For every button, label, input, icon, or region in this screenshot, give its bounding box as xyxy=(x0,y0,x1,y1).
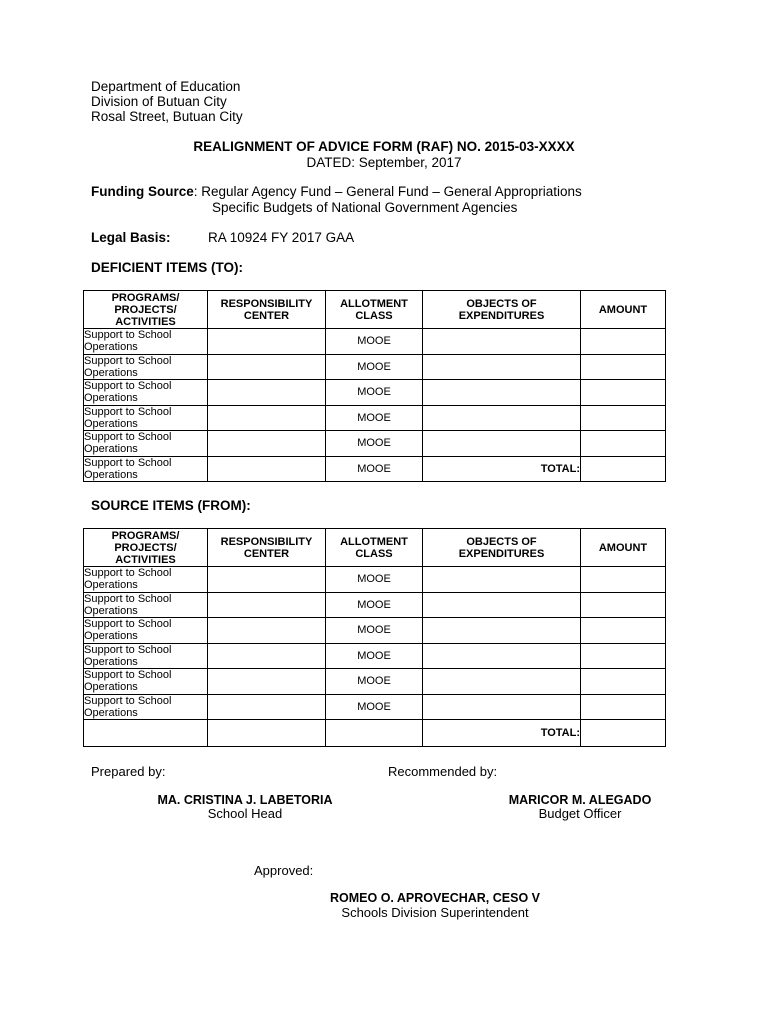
allotment-class-cell: MOOE xyxy=(326,380,423,406)
prepared-by-label: Prepared by: xyxy=(91,764,166,779)
col-allotment-line-2: CLASS xyxy=(355,309,393,322)
col-programs-line-1: PROGRAMS/ xyxy=(111,529,180,542)
approved-by-role: Schools Division Superintendent xyxy=(341,905,529,920)
table-header-row xyxy=(84,529,666,567)
prepared-by-name: MA. CRISTINA J. LABETORIA xyxy=(157,793,333,807)
col-allotment-line-2: CLASS xyxy=(355,547,393,560)
col-programs-line-3: ACTIVITIES xyxy=(115,553,176,566)
program-cell xyxy=(84,329,208,355)
program-line: Support to School xyxy=(84,694,172,707)
form-date: DATED: September, 2017 xyxy=(306,155,462,170)
recommended-by-name: MARICOR M. ALEGADO xyxy=(508,793,652,807)
total-label: TOTAL: xyxy=(423,720,581,747)
allotment-class-cell: MOOE xyxy=(326,618,423,644)
objects-cell[interactable] xyxy=(423,405,581,431)
amount-cell[interactable] xyxy=(581,643,666,669)
total-label: TOTAL: xyxy=(423,456,581,482)
amount-cell[interactable] xyxy=(581,694,666,720)
amount-cell[interactable] xyxy=(581,592,666,618)
table-row xyxy=(84,618,666,644)
responsibility-cell[interactable] xyxy=(208,405,326,431)
legal-basis-value: RA 10924 FY 2017 GAA xyxy=(208,230,355,245)
col-allotment-line-1: ALLOTMENT xyxy=(340,297,408,310)
col-programs-line-3: ACTIVITIES xyxy=(115,315,176,328)
amount-cell[interactable] xyxy=(581,380,666,406)
responsibility-cell[interactable] xyxy=(208,618,326,644)
objects-cell[interactable] xyxy=(423,694,581,720)
amount-cell[interactable] xyxy=(581,618,666,644)
table-row xyxy=(84,456,666,482)
col-amount: AMOUNT xyxy=(581,291,666,329)
col-responsibility-line-1: RESPONSIBILITY xyxy=(220,535,313,548)
table-row xyxy=(84,354,666,380)
col-responsibility-line-1: RESPONSIBILITY xyxy=(220,297,313,310)
total-row xyxy=(84,720,666,747)
allotment-class-cell: MOOE xyxy=(326,592,423,618)
responsibility-cell[interactable] xyxy=(208,354,326,380)
objects-cell[interactable] xyxy=(423,354,581,380)
amount-cell[interactable] xyxy=(581,567,666,593)
recommended-by-label: Recommended by: xyxy=(388,764,498,779)
table-row xyxy=(84,567,666,593)
col-programs xyxy=(84,529,208,567)
allotment-class-cell: MOOE xyxy=(326,694,423,720)
col-responsibility-line-2: CENTER xyxy=(243,547,290,560)
col-allotment-line-1: ALLOTMENT xyxy=(340,535,408,548)
col-objects-line-1: OBJECTS OF xyxy=(466,297,537,310)
program-cell xyxy=(84,643,208,669)
program-line: Operations xyxy=(84,681,138,694)
total-amount-cell[interactable] xyxy=(581,720,666,747)
legal-basis-label: Legal Basis: xyxy=(91,230,171,245)
col-programs xyxy=(84,291,208,329)
allotment-class-cell: MOOE xyxy=(326,643,423,669)
prepared-by-role: School Head xyxy=(207,806,283,821)
col-responsibility xyxy=(208,291,326,329)
amount-cell[interactable] xyxy=(581,431,666,457)
objects-cell[interactable] xyxy=(423,431,581,457)
responsibility-cell[interactable] xyxy=(208,567,326,593)
amount-cell[interactable] xyxy=(581,329,666,355)
col-allotment xyxy=(326,291,423,329)
objects-cell[interactable] xyxy=(423,329,581,355)
program-line: Support to School xyxy=(84,354,172,367)
program-cell[interactable] xyxy=(84,720,208,747)
responsibility-cell[interactable] xyxy=(208,694,326,720)
allotment-class-cell: MOOE xyxy=(326,669,423,695)
program-line: Support to School xyxy=(84,329,172,342)
col-programs-line-1: PROGRAMS/ xyxy=(111,291,180,304)
program-cell xyxy=(84,618,208,644)
allotment-class-cell: MOOE xyxy=(326,567,423,593)
program-line: Operations xyxy=(84,579,138,592)
responsibility-cell[interactable] xyxy=(208,669,326,695)
program-cell xyxy=(84,405,208,431)
amount-cell[interactable] xyxy=(581,405,666,431)
table-row xyxy=(84,431,666,457)
recommended-by-role: Budget Officer xyxy=(538,806,622,821)
program-line: Operations xyxy=(84,392,138,405)
table-row xyxy=(84,669,666,695)
program-line: Support to School xyxy=(84,456,172,469)
deficient-items-heading: DEFICIENT ITEMS (TO): xyxy=(91,260,243,275)
objects-cell[interactable] xyxy=(423,592,581,618)
allotment-class-cell: MOOE xyxy=(326,354,423,380)
col-responsibility-line-2: CENTER xyxy=(243,309,290,322)
program-line: Support to School xyxy=(84,669,172,682)
table-row xyxy=(84,380,666,406)
col-objects-line-2: EXPENDITURES xyxy=(458,309,545,322)
table-row xyxy=(84,592,666,618)
amount-cell[interactable] xyxy=(581,669,666,695)
table-header-row xyxy=(84,291,666,329)
funding-source-line-1: : Regular Agency Fund – General Fund – General Appropriations xyxy=(193,184,582,199)
col-amount: AMOUNT xyxy=(581,529,666,567)
objects-cell[interactable] xyxy=(423,643,581,669)
source-items-table xyxy=(83,528,666,747)
program-cell xyxy=(84,592,208,618)
objects-cell[interactable] xyxy=(423,380,581,406)
objects-cell[interactable] xyxy=(423,618,581,644)
responsibility-cell[interactable] xyxy=(208,329,326,355)
col-objects-line-1: OBJECTS OF xyxy=(466,535,537,548)
responsibility-cell[interactable] xyxy=(208,643,326,669)
program-line: Operations xyxy=(84,630,138,643)
responsibility-cell[interactable] xyxy=(208,456,326,482)
responsibility-cell[interactable] xyxy=(208,592,326,618)
source-items-heading: SOURCE ITEMS (FROM): xyxy=(91,498,251,513)
program-line: Operations xyxy=(84,443,138,456)
program-line: Support to School xyxy=(84,431,172,444)
header-line-2: Division of Butuan City xyxy=(91,94,227,109)
table-row xyxy=(84,694,666,720)
responsibility-cell[interactable] xyxy=(208,720,326,747)
table-row xyxy=(84,643,666,669)
program-cell xyxy=(84,456,208,482)
allotment-class-cell: MOOE xyxy=(326,456,423,482)
program-line: Operations xyxy=(84,604,138,617)
col-objects-line-2: EXPENDITURES xyxy=(458,547,545,560)
program-line: Support to School xyxy=(84,567,172,580)
program-line: Support to School xyxy=(84,405,172,418)
col-allotment xyxy=(326,529,423,567)
program-cell xyxy=(84,431,208,457)
program-line: Support to School xyxy=(84,592,172,605)
program-cell xyxy=(84,694,208,720)
program-line: Operations xyxy=(84,341,138,354)
col-responsibility xyxy=(208,529,326,567)
responsibility-cell[interactable] xyxy=(208,431,326,457)
program-line: Operations xyxy=(84,706,138,719)
allotment-class-cell[interactable] xyxy=(326,720,423,747)
header-line-3: Rosal Street, Butuan City xyxy=(91,109,243,124)
allotment-class-cell: MOOE xyxy=(326,431,423,457)
col-programs-line-2: PROJECTS/ xyxy=(114,541,177,554)
objects-cell[interactable] xyxy=(423,669,581,695)
program-line: Operations xyxy=(84,468,138,481)
form-title: REALIGNMENT OF ADVICE FORM (RAF) NO. 2015-03-XXXX xyxy=(193,139,575,154)
program-line: Operations xyxy=(84,366,138,379)
allotment-class-cell: MOOE xyxy=(326,329,423,355)
table-row xyxy=(84,329,666,355)
program-cell xyxy=(84,567,208,593)
program-line: Support to School xyxy=(84,618,172,631)
objects-cell[interactable] xyxy=(423,567,581,593)
program-line: Operations xyxy=(84,417,138,430)
agency-header xyxy=(91,79,243,124)
header-line-1: Department of Education xyxy=(91,79,241,94)
funding-source-line-2: Specific Budgets of National Government Agencies xyxy=(212,200,518,215)
funding-source-label: Funding Source xyxy=(91,184,194,199)
approved-by-name: ROMEO O. APROVECHAR, CESO V xyxy=(330,891,540,905)
amount-cell[interactable] xyxy=(581,456,666,482)
program-cell xyxy=(84,380,208,406)
responsibility-cell[interactable] xyxy=(208,380,326,406)
program-line: Support to School xyxy=(84,643,172,656)
col-objects xyxy=(423,291,581,329)
col-programs-line-2: PROJECTS/ xyxy=(114,303,177,316)
program-line: Operations xyxy=(84,655,138,668)
deficient-items-table xyxy=(83,290,666,482)
funding-source xyxy=(91,184,582,199)
table-row xyxy=(84,405,666,431)
approved-label: Approved: xyxy=(254,863,314,878)
allotment-class-cell: MOOE xyxy=(326,405,423,431)
col-objects xyxy=(423,529,581,567)
program-cell xyxy=(84,669,208,695)
program-line: Support to School xyxy=(84,380,172,393)
program-cell xyxy=(84,354,208,380)
amount-cell[interactable] xyxy=(581,354,666,380)
